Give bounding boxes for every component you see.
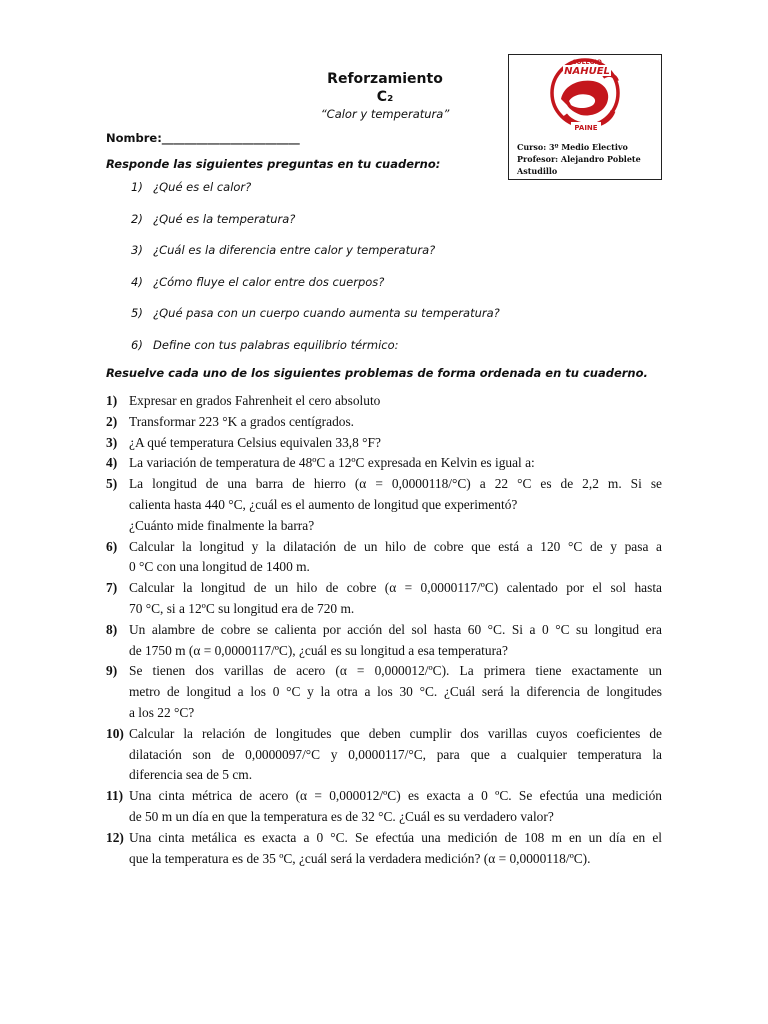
title-block [250,70,520,122]
problem-line: calienta hasta 440 °C, ¿cuál es el aumento de longitud que experimentó? [129,496,518,512]
question-list [131,180,500,369]
problem-line: a los 22 °C? [129,704,195,720]
problem-line: Calcular la relación de longitudes que deben cumplir dos varillas cuyos coeficientes de [129,725,662,741]
problem-number: 8) [106,621,118,637]
worksheet-code: C₂ [376,89,394,105]
problem-line: ¿A qué temperatura Celsius equivalen 33,8 °F? [129,434,381,450]
section1-instruction: Responde las siguientes preguntas en tu cuaderno: [106,157,441,171]
problem-line: ¿Cuánto mide finalmente la barra? [129,517,315,533]
question-item [131,180,500,212]
problem-number: 7) [106,580,118,596]
question-text: ¿Cómo fluye el calor entre dos cuerpos? [153,274,385,289]
problem-line: Transformar 223 °K a grados centígrados. [129,413,355,429]
problem-item [106,453,662,474]
question-item [131,243,500,275]
question-text: Define con tus palabras equilibrio térmico: [153,337,399,352]
problem-item [106,786,662,828]
problem-number: 1) [106,393,118,408]
problem-line: Calcular la longitud y la dilatación de un hilo de cobre que está a 120 °C de y pasa a [129,538,662,554]
problem-line: dilatación son de 0,0000097/°C y 0,0000117/°C, para que a cualquier temperatura la [129,746,662,762]
problem-item [106,828,662,870]
question-number: 5) [131,306,143,320]
question-number: 1) [131,180,143,194]
problem-item [106,620,662,662]
question-number: 3) [131,243,143,257]
question-item [131,275,500,307]
question-text: ¿Qué es la temperatura? [153,211,296,226]
question-number: 2) [131,211,143,226]
course-info [517,141,657,177]
worksheet-subtitle: “Calor y temperatura” [320,107,450,121]
problem-item [106,661,662,723]
problem-number: 4) [106,455,118,471]
school-logo [509,55,661,145]
problem-line: Una cinta métrica de acero (α = 0,000012/ºC) es exacta a 0 ºC. Se efectúa una medición [129,788,662,804]
logo-bottom-text: PAINE [574,124,598,132]
worksheet-title: Reforzamiento [327,71,443,87]
problem-line: La variación de temperatura de 48ºC a 12ºC expresada en Kelvin es igual a: [129,455,535,471]
problem-line: Se tienen dos varillas de acero (α = 0,000012/ºC). La primera tiene exactamente un [129,663,662,679]
question-number: 6) [131,337,143,352]
problem-item [106,391,662,412]
name-field-label: Nombre:________________________ [106,131,300,145]
problem-item [106,724,662,786]
problem-item [106,537,662,579]
course-text: Curso: 3º Medio Electivo [517,142,628,152]
question-item [131,212,500,244]
problem-line: que la temperatura es de 35 ºC, ¿cuál será la verdadera medición? (α = 0,0000118/ºC). [129,850,591,866]
problem-number: 2) [106,413,118,429]
problem-line: 70 °C, si a 12ºC su longitud era de 720 m. [129,600,355,616]
problem-item [106,474,662,536]
question-item [131,338,500,370]
problem-line: diferencia sea de 5 cm. [129,767,253,783]
problem-line: de 1750 m (α = 0,0000117/ºC), ¿cuál es su longitud a esa temperatura? [129,642,508,658]
problem-item [106,578,662,620]
problem-item [106,412,662,433]
problem-number: 10) [106,725,124,741]
problem-number: 11) [106,788,124,804]
problem-line: Un alambre de cobre se calienta por acción del sol hasta 60 °C. Si a 0 °C su longitud era [129,621,662,637]
problem-number: 3) [106,434,118,450]
problem-item [106,433,662,454]
teacher-text: Profesor: Alejandro Poblete [517,154,641,164]
problem-line: La longitud de una barra de hierro (α = 0,0000118/°C) a 22 °C es de 2,2 m. Si se [129,476,662,492]
question-text: ¿Qué es el calor? [153,180,252,194]
question-number: 4) [131,274,143,289]
problem-number: 6) [106,538,118,554]
problem-line: metro de longitud a los 0 °C y la otra a los 30 °C. ¿Cuál será la diferencia de longitudes [129,684,662,700]
section2-instruction: Resuelve cada uno de los siguientes problemas de forma ordenada en tu cuaderno. [106,366,648,380]
question-text: ¿Qué pasa con un cuerpo cuando aumenta su temperatura? [153,306,500,320]
problem-number: 9) [106,663,118,679]
problem-line: de 50 m un día en que la temperatura es de 32 °C. ¿Cuál es su verdadero valor? [129,808,554,824]
problem-line: Una cinta metálica es exacta a 0 °C. Se efectúa una medición de 108 m en un día en el [129,829,662,845]
problem-list [106,391,662,869]
teacher-surname-text: Astudillo [517,166,558,176]
logo-top-text: COLEGIO [572,59,602,66]
logo-name-text: NAHUEL [564,66,610,77]
problem-line: 0 °C con una longitud de 1400 m. [129,559,310,575]
school-info-box [508,54,662,180]
question-text: ¿Cuál es la diferencia entre calor y temperatura? [153,243,436,257]
problem-line: Expresar en grados Fahrenheit el cero absoluto [129,393,381,408]
problem-number: 5) [106,476,118,492]
problem-line: Calcular la longitud de un hilo de cobre (α = 0,0000117/ºC) calentado por el sol hasta [129,580,662,596]
question-item [131,306,500,338]
problem-number: 12) [106,829,124,845]
